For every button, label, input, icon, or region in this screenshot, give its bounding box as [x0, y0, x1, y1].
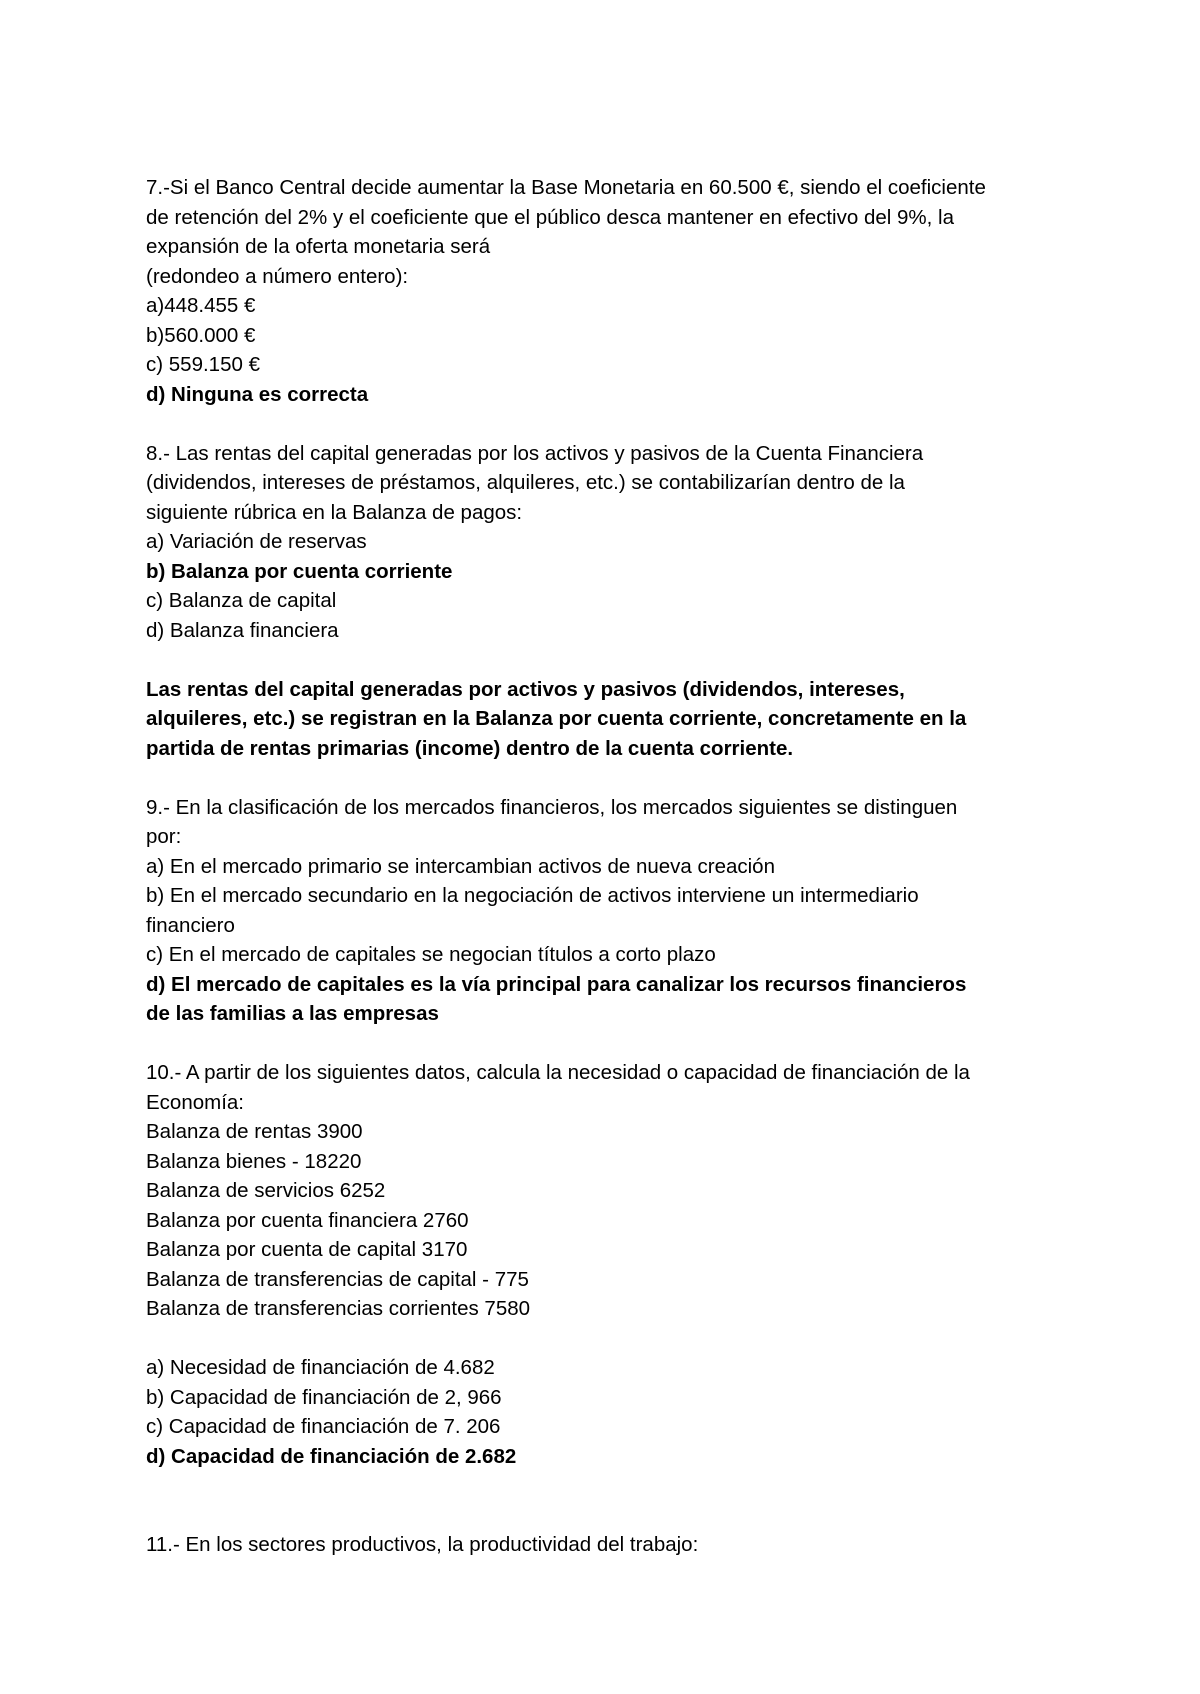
question-8-answer: b) Balanza por cuenta corriente	[146, 559, 453, 583]
data-item: Balanza por cuenta de capital 3170	[146, 1238, 468, 1261]
question-10	[146, 1058, 1076, 1471]
explanation-line: partida de rentas primarias (income) dentro de la cuenta corriente.	[146, 736, 794, 760]
question-10-text-line: Economía:	[146, 1090, 244, 1114]
question-9-answer-cont: de las familias a las empresas	[146, 1002, 439, 1025]
question-9-answer: d) El mercado de capitales es la vía principal para canalizar los recursos financieros	[146, 972, 967, 996]
data-item: Balanza de transferencias de capital - 775	[146, 1267, 529, 1291]
question-7-answer: d) Ninguna es correcta	[146, 382, 369, 406]
spacer	[146, 409, 1076, 439]
question-9-option-b-cont: financiero	[146, 913, 235, 937]
question-7-text-line: (redondeo a número entero):	[146, 264, 409, 288]
spacer	[146, 645, 1076, 675]
question-7-option-c: c) 559.150 €	[146, 353, 260, 376]
question-11	[146, 1530, 1076, 1560]
question-8-text-line: siguiente rúbrica en la Balanza de pagos:	[146, 500, 523, 524]
question-10-text-line: 10.- A partir de los siguientes datos, calcula la necesidad o capacidad de financiación de la	[146, 1061, 970, 1084]
question-7	[146, 173, 1076, 409]
question-7-option-b: b)560.000 €	[146, 323, 256, 347]
document-page	[146, 173, 1076, 1560]
question-8-option-c: c) Balanza de capital	[146, 589, 337, 612]
spacer	[146, 1029, 1076, 1059]
question-8-option-d: d) Balanza financiera	[146, 618, 339, 642]
question-10-option-a: a) Necesidad de financiación de 4.682	[146, 1356, 495, 1379]
question-8-explanation	[146, 675, 1076, 764]
question-9-option-b: b) En el mercado secundario en la negociación de activos interviene un intermediario	[146, 884, 919, 907]
spacer	[146, 1324, 1076, 1354]
question-8-text-line: (dividendos, intereses de préstamos, alquileres, etc.) se contabilizarían dentro de la	[146, 471, 905, 494]
explanation-line: alquileres, etc.) se registran en la Balanza por cuenta corriente, concretamente en la	[146, 707, 967, 730]
question-9-option-c: c) En el mercado de capitales se negocian títulos a corto plazo	[146, 943, 716, 966]
explanation-line: Las rentas del capital generadas por activos y pasivos (dividendos, intereses,	[146, 677, 905, 701]
question-10-answer: d) Capacidad de financiación de 2.682	[146, 1444, 517, 1468]
data-item: Balanza bienes - 18220	[146, 1149, 362, 1173]
data-item: Balanza por cuenta financiera 2760	[146, 1208, 469, 1232]
question-7-text-line: de retención del 2% y el coeficiente que el público desca mantener en efectivo del 9%, la	[146, 205, 954, 229]
question-9-option-a: a) En el mercado primario se intercambian activos de nueva creación	[146, 854, 775, 878]
data-item: Balanza de transferencias corrientes 7580	[146, 1297, 531, 1320]
data-item: Balanza de rentas 3900	[146, 1120, 363, 1143]
question-7-option-a: a)448.455 €	[146, 294, 256, 317]
question-10-option-c: c) Capacidad de financiación de 7. 206	[146, 1415, 501, 1438]
question-8	[146, 439, 1076, 646]
spacer	[146, 763, 1076, 793]
question-11-text-line: 11.- En los sectores productivos, la productividad del trabajo:	[146, 1533, 699, 1556]
question-10-option-b: b) Capacidad de financiación de 2, 966	[146, 1385, 502, 1409]
question-7-text-line: 7.-Si el Banco Central decide aumentar la Base Monetaria en 60.500 €, siendo el coeficiente	[146, 176, 986, 199]
spacer	[146, 1471, 1076, 1530]
question-9-text-line: por:	[146, 825, 182, 848]
question-7-text-line: expansión de la oferta monetaria será	[146, 235, 491, 258]
question-8-option-a: a) Variación de reservas	[146, 530, 367, 553]
question-9	[146, 793, 1076, 1029]
data-item: Balanza de servicios 6252	[146, 1179, 386, 1202]
question-8-text-line: 8.- Las rentas del capital generadas por los activos y pasivos de la Cuenta Financiera	[146, 441, 924, 465]
question-9-text-line: 9.- En la clasificación de los mercados financieros, los mercados siguientes se distinguen	[146, 795, 958, 819]
